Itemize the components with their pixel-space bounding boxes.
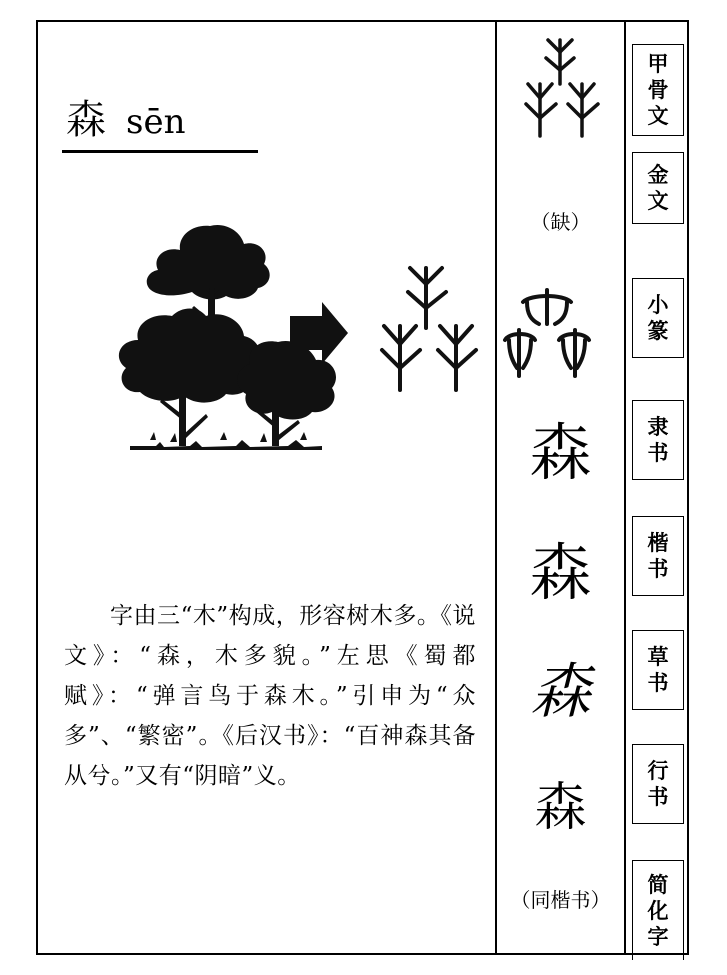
label-running xyxy=(632,744,684,824)
label-simplified-char-2: 化 xyxy=(647,898,669,923)
label-oracle-char-3: 文 xyxy=(647,104,669,128)
headword-pinyin: sēn xyxy=(126,102,186,142)
clerical-glyph: 森 xyxy=(529,416,592,489)
script-cell-seal xyxy=(497,284,624,384)
headword-character: 森 xyxy=(66,97,108,143)
script-cell-running xyxy=(497,778,624,838)
label-seal-char-1: 小 xyxy=(647,293,669,317)
label-simplified-char-1: 简 xyxy=(647,872,669,897)
regular-glyph: 森 xyxy=(529,536,592,609)
headword xyxy=(66,96,266,154)
script-cell-cursive xyxy=(497,657,624,727)
label-simplified-char-3: 字 xyxy=(647,924,669,949)
script-cell-oracle xyxy=(497,34,624,144)
explanation-text: 字由三“木”构成，形容树木多。《说文》：“森，木多貌。”左思《蜀都赋》：“弹言鸟于森木。”引申为“众多”、“繁密”。《后汉书》：“百神森其备从兮。”又有“阴暗”义。 xyxy=(64,603,476,789)
same-as-regular-note: （同楷书） xyxy=(510,888,611,912)
label-cursive-char-2: 书 xyxy=(647,671,669,695)
bronze-missing-note: （缺） xyxy=(530,210,591,234)
headword-underline xyxy=(62,150,258,153)
script-cell-regular xyxy=(497,536,624,609)
label-bronze-char-1: 金 xyxy=(647,163,669,187)
script-forms-column xyxy=(497,22,624,953)
label-regular-char-2: 书 xyxy=(647,557,669,581)
label-regular-char-1: 楷 xyxy=(647,531,669,555)
oracle-glyph xyxy=(497,34,624,144)
label-bronze xyxy=(632,152,684,224)
label-cursive xyxy=(632,630,684,710)
label-oracle xyxy=(632,44,684,136)
running-glyph: 森 xyxy=(534,778,587,838)
label-clerical xyxy=(632,400,684,480)
label-clerical-char-1: 隶 xyxy=(647,415,669,439)
label-seal-char-2: 篆 xyxy=(647,319,669,343)
label-cursive-char-1: 草 xyxy=(647,645,669,669)
label-bronze-char-2: 文 xyxy=(647,189,669,213)
label-running-char-2: 书 xyxy=(647,785,669,809)
label-regular xyxy=(632,516,684,596)
cursive-glyph: 森 xyxy=(530,657,591,727)
label-clerical-char-2: 书 xyxy=(647,441,669,465)
label-running-char-1: 行 xyxy=(647,759,669,783)
label-simplified xyxy=(632,860,684,960)
script-note-bronze xyxy=(497,200,624,235)
evolution-arrow xyxy=(288,300,350,366)
script-labels-column xyxy=(626,22,689,953)
label-oracle-char-2: 骨 xyxy=(647,78,669,102)
script-note-simplified xyxy=(497,878,624,913)
label-seal xyxy=(632,278,684,358)
label-oracle-char-1: 甲 xyxy=(647,52,669,76)
oracle-glyph-large xyxy=(370,258,490,398)
seal-glyph xyxy=(497,284,624,384)
script-cell-clerical xyxy=(497,416,624,489)
